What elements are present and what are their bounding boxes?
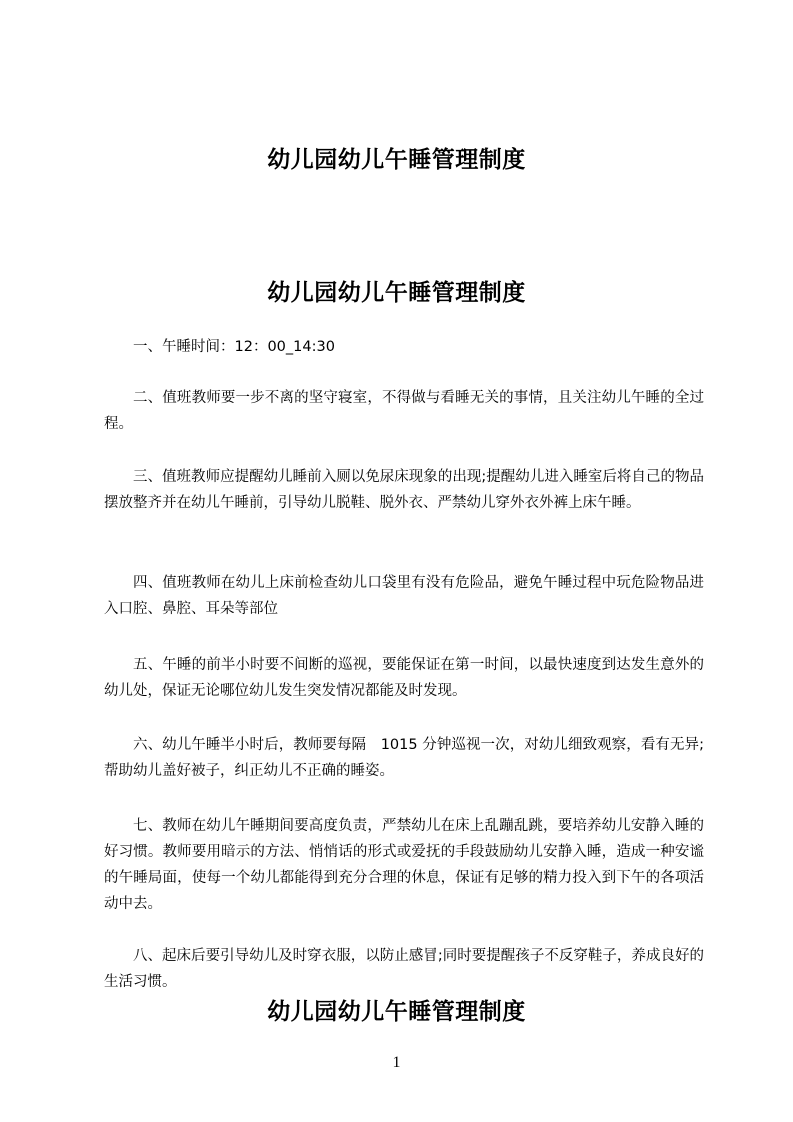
paragraph-pre-nap-reminders: 三、值班教师应提醒幼儿睡前入厕以免尿床现象的出现;提醒幼儿进入睡室后将自己的物品摆放整齐并在幼儿午睡前，引导幼儿脱鞋、脱外衣、严禁幼儿穿外衣外裤上床午睡。 bbox=[104, 469, 704, 511]
section-title: 幼儿园幼儿午睡管理制度 bbox=[267, 280, 526, 306]
paragraph-teacher-duty: 二、值班教师要一步不离的坚守寝室，不得做与看睡无关的事情，且关注幼儿午睡的全过程。 bbox=[104, 390, 704, 432]
paragraph-patrol: 五、午睡的前半小时要不间断的巡视，要能保证在第一时间，以最快速度到达发生意外的幼儿处，保证无论哪位幼儿发生突发情况都能及时发现。 bbox=[104, 657, 704, 699]
document-title: 幼儿园幼儿午睡管理制度 bbox=[267, 147, 526, 173]
page-number: 1 bbox=[392, 1054, 401, 1071]
paragraph-wake-up: 八、起床后要引导幼儿及时穿衣服，以防止感冒;同时要提醒孩子不反穿鞋子，养成良好的生活习惯。 bbox=[104, 948, 704, 990]
paragraph-quiet-sleep: 七、教师在幼儿午睡期间要高度负责，严禁幼儿在床上乱蹦乱跳，要培养幼儿安静入睡的好习惯。教师要用暗示的方法、悄悄话的形式或爱抚的手段鼓励幼儿安静入睡，造成一种安谧的午睡局面，使每一个幼儿都能得到充分合理的休息，保证有足够的精力投入到下午的各项活动中去。 bbox=[104, 818, 704, 912]
next-section-title: 幼儿园幼儿午睡管理制度 bbox=[267, 999, 526, 1025]
paragraph-safety-check: 四、值班教师在幼儿上床前检查幼儿口袋里有没有危险品，避免午睡过程中玩危险物品进入口腔、鼻腔、耳朵等部位 bbox=[104, 575, 704, 617]
paragraph-periodic-checks: 六、幼儿午睡半小时后，教师要每隔 1015 分钟巡视一次，对幼儿细致观察，看有无异;帮助幼儿盖好被子，纠正幼儿不正确的睡姿。 bbox=[104, 737, 704, 779]
paragraph-nap-time: 一、午睡时间：12：00_14:30 bbox=[133, 339, 335, 355]
